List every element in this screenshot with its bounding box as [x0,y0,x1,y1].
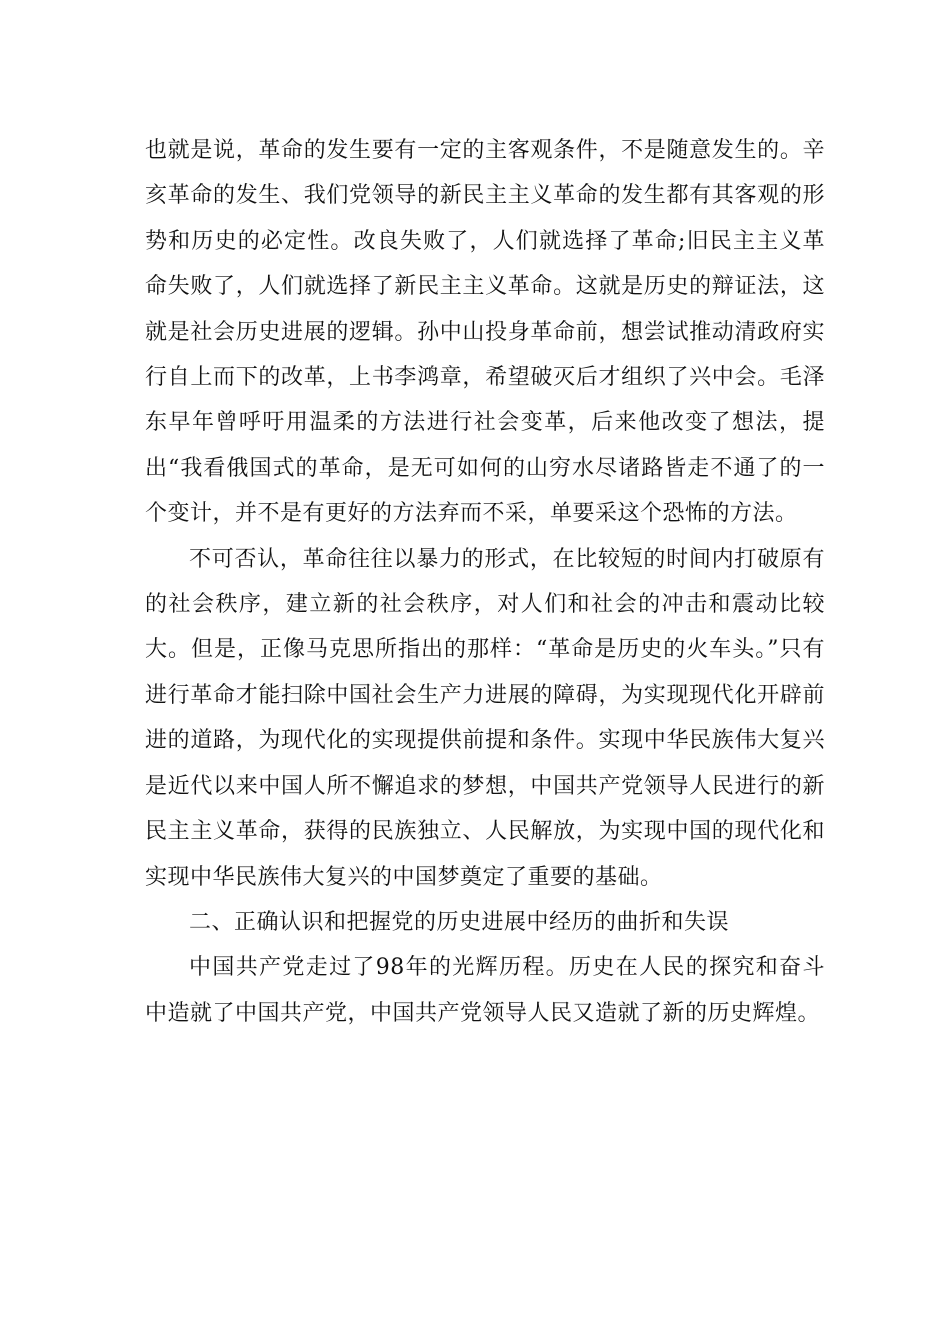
document-body [145,128,825,1036]
paragraph-3: 中国共产党走过了98年的光辉历程。历史在人民的探究和奋斗中造就了中国共产党，中国共产党领导人民又造就了新的历史辉煌。 [145,955,825,1026]
paragraph-1: 也就是说，革命的发生要有一定的主客观条件，不是随意发生的。辛亥革命的发生、我们党领导的新民主主义革命的发生都有其客观的形势和历史的必定性。改良失败了，人们就选择了革命;旧民主主义革命失败了，人们就选择了新民主主义革命。这就是历史的辩证法，这就是社会历史进展的逻辑。孙中山投身革命前，想尝试推动清政府实行自上而下的改革，上书李鸿章，希望破灭后才组织了兴中会。毛泽东早年曾呼吁用温柔的方法进行社会变革，后来他改变了想法，提出“我看俄国式的革命，是无可如何的山穷水尽诸路皆走不通了的一个变计，并不是有更好的方法弃而不采，单要采这个恐怖的方法。 [145,138,825,527]
paragraph-2: 不可否认，革命往往以暴力的形式，在比较短的时间内打破原有的社会秩序，建立新的社会秩序，对人们和社会的冲击和震动比较大。但是，正像马克思所指出的那样：“革命是历史的火车头。”只有进行革命才能扫除中国社会生产力进展的障碍，为实现现代化开辟前进的道路，为现代化的实现提供前提和条件。实现中华民族伟大复兴是近代以来中国人所不懈追求的梦想，中国共产党领导人民进行的新民主主义革命，获得的民族独立、人民解放，为实现中国的现代化和实现中华民族伟大复兴的中国梦奠定了重要的基础。 [145,546,825,890]
section-heading: 二、正确认识和把握党的历史进展中经历的曲折和失误 [189,909,730,935]
